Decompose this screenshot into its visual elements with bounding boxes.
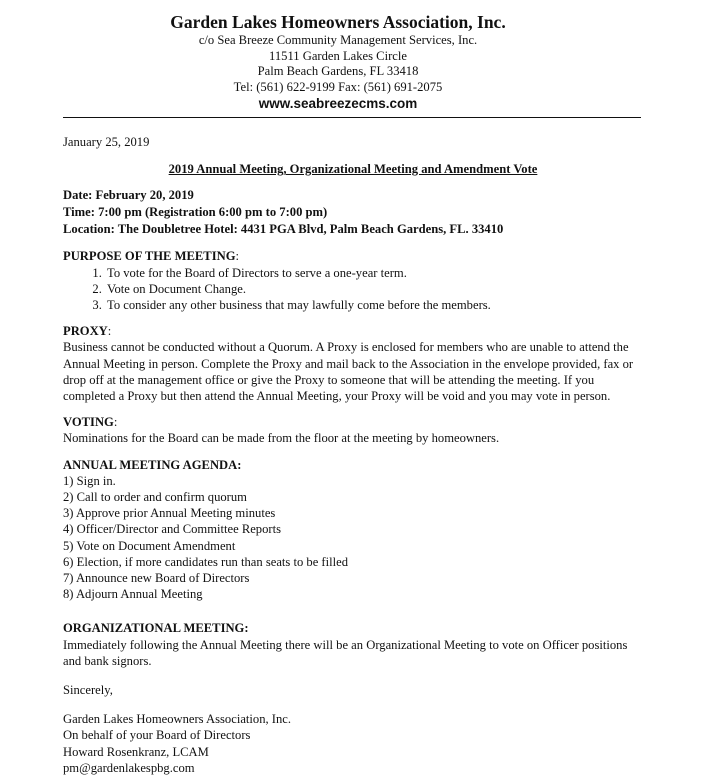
meeting-date: Date: February 20, 2019 bbox=[63, 188, 194, 203]
purpose-section bbox=[63, 248, 643, 313]
organizational-text: Immediately following the Annual Meeting there will be an Organizational Meeting to vote on Officer positions and bank signors. bbox=[63, 637, 628, 668]
proxy-text: Business cannot be conducted without a Quorum. A Proxy is enclosed for members who are unable to attend the Annual Meeting in person. Complete the Proxy and mail back to the Association in the envelope provided, fax or drop off at the management office or give the Proxy to someone that will be attending the meeting. If you completed a Proxy but then attend the Annual Meeting, your Proxy will be void and you may vote in person. bbox=[63, 340, 634, 404]
association-name: Garden Lakes Homeowners Association, Inc. bbox=[170, 12, 506, 32]
letter-date: January 25, 2019 bbox=[63, 135, 150, 149]
agenda-item: 2) Call to order and confirm quorum bbox=[63, 490, 247, 505]
website-line: www.seabreezecms.com bbox=[258, 96, 418, 111]
letterhead bbox=[0, 11, 676, 112]
address-line-1: 11511 Garden Lakes Circle bbox=[269, 48, 407, 63]
voting-heading-colon: : bbox=[113, 415, 118, 430]
agenda-item: 3) Approve prior Annual Meeting minutes bbox=[63, 506, 276, 521]
purpose-heading-text: PURPOSE OF THE MEETING bbox=[63, 249, 236, 264]
agenda-item: 6) Election, if more candidates run than seats to be filled bbox=[63, 554, 349, 569]
meeting-details bbox=[63, 187, 643, 238]
agenda-item: 1) Sign in. bbox=[63, 473, 116, 488]
proxy-heading-text: PROXY bbox=[63, 324, 108, 339]
agenda-section bbox=[63, 457, 643, 603]
purpose-list bbox=[63, 265, 643, 314]
proxy-heading-colon: : bbox=[107, 324, 112, 339]
organizational-section bbox=[63, 620, 643, 669]
purpose-item: 2. Vote on Document Change. bbox=[105, 281, 643, 297]
purpose-heading-colon: : bbox=[235, 249, 239, 264]
agenda-item: 7) Announce new Board of Directors bbox=[63, 571, 250, 586]
purpose-item: 1. To vote for the Board of Directors to serve a one-year term. bbox=[105, 265, 643, 281]
signature-name: Howard Rosenkranz, LCAM bbox=[63, 744, 209, 759]
phone-fax-line: Tel: (561) 622-9199 Fax: (561) 691-2075 bbox=[233, 79, 443, 94]
proxy-section bbox=[63, 323, 643, 404]
salutation: Sincerely, bbox=[63, 683, 113, 698]
care-of-line: c/o Sea Breeze Community Management Services, Inc. bbox=[198, 33, 478, 47]
purpose-item: 3. To consider any other business that may lawfully come before the members. bbox=[105, 297, 643, 313]
agenda-item: 8) Adjourn Annual Meeting bbox=[63, 587, 203, 602]
letter-body bbox=[63, 134, 643, 776]
meeting-location: Location: The Doubletree Hotel: 4431 PGA Blvd, Palm Beach Gardens, FL. 33410 bbox=[63, 222, 504, 237]
voting-text: Nominations for the Board can be made from the floor at the meeting by homeowners. bbox=[63, 431, 500, 446]
agenda-item: 4) Officer/Director and Committee Reports bbox=[63, 522, 281, 537]
proxy-heading bbox=[63, 323, 643, 339]
agenda-item: 5) Vote on Document Amendment bbox=[63, 538, 236, 553]
agenda-heading: ANNUAL MEETING AGENDA: bbox=[63, 457, 242, 472]
signature-behalf: On behalf of your Board of Directors bbox=[63, 728, 251, 743]
meeting-time: Time: 7:00 pm (Registration 6:00 pm to 7:00 pm) bbox=[63, 205, 328, 220]
address-line-2: Palm Beach Gardens, FL 33418 bbox=[257, 64, 419, 78]
signature-block bbox=[63, 711, 643, 776]
signature-org: Garden Lakes Homeowners Association, Inc. bbox=[63, 712, 292, 727]
organizational-heading: ORGANIZATIONAL MEETING: bbox=[63, 621, 249, 636]
purpose-heading bbox=[63, 248, 643, 264]
voting-heading-text: VOTING bbox=[63, 415, 114, 430]
signature-email: pm@gardenlakespbg.com bbox=[63, 760, 195, 775]
voting-heading bbox=[63, 414, 643, 430]
voting-section bbox=[63, 414, 643, 446]
letterhead-divider bbox=[63, 117, 641, 118]
letter-subject: 2019 Annual Meeting, Organizational Meeting and Amendment Vote bbox=[168, 162, 538, 177]
